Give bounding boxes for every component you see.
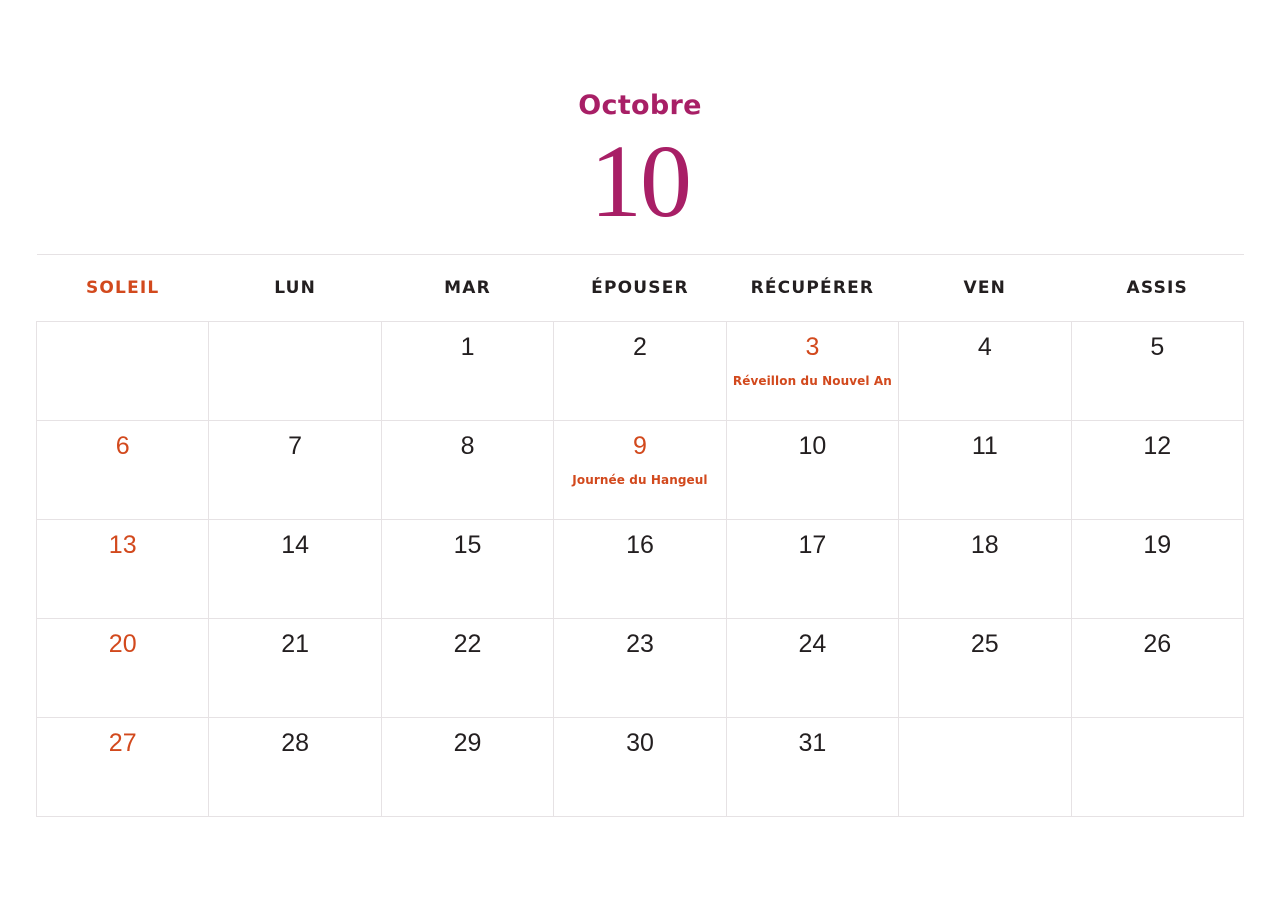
weekday-label: VEN [963,278,1007,299]
calendar-day-cell[interactable] [726,322,898,421]
calendar-day-cell[interactable] [381,322,553,421]
day-number: 18 [970,531,999,560]
calendar-day-cell[interactable] [899,520,1071,619]
day-number: 26 [1143,630,1172,659]
calendar-day-cell[interactable] [381,619,553,718]
day-number: 25 [970,630,999,659]
day-number: 10 [798,432,827,461]
day-number: 28 [281,729,310,758]
weekday-header-cell [37,255,209,322]
calendar-week-row [37,421,1244,520]
calendar-body [37,322,1244,817]
calendar-day-cell[interactable] [726,520,898,619]
calendar-day-cell[interactable] [209,619,381,718]
day-number: 9 [633,432,647,461]
calendar-day-cell[interactable] [554,619,726,718]
day-number: 2 [633,333,647,362]
day-event-label: Réveillon du Nouvel An [732,374,892,389]
calendar-day-cell[interactable] [1071,520,1243,619]
calendar-day-cell[interactable] [554,520,726,619]
calendar-day-cell[interactable] [381,718,553,817]
day-number: 27 [108,729,137,758]
day-number: 5 [1150,333,1165,362]
day-number: 17 [798,531,827,560]
day-number: 13 [108,531,137,560]
calendar-header [0,0,1280,239]
calendar-day-cell[interactable] [726,718,898,817]
day-event-label: Journée du Hangeul [572,473,708,488]
calendar-day-cell[interactable] [209,520,381,619]
weekday-label: ÉPOUSER [591,278,689,299]
weekday-header-cell [381,255,553,322]
day-number: 8 [460,432,475,461]
weekday-header-cell [554,255,726,322]
day-number: 20 [108,630,137,659]
day-number: 7 [288,432,303,461]
calendar-day-cell[interactable] [1071,322,1243,421]
weekday-label: SOLEIL [85,278,160,299]
day-number: 22 [453,630,482,659]
calendar-weekday-header [37,255,1244,322]
calendar-day-cell[interactable] [726,619,898,718]
calendar-week-row [37,520,1244,619]
calendar-day-cell[interactable] [37,619,209,718]
calendar-day-cell[interactable] [726,421,898,520]
day-number: 3 [805,333,820,362]
calendar-day-cell-empty [899,718,1071,817]
day-number: 12 [1143,432,1172,461]
calendar-day-cell[interactable] [1071,421,1243,520]
calendar-day-cell[interactable] [209,421,381,520]
day-number: 30 [626,729,654,758]
calendar-day-cell-empty [1071,718,1243,817]
day-number: 29 [453,729,482,758]
day-number: 14 [281,531,310,560]
calendar-week-row [37,718,1244,817]
weekday-header-cell [209,255,381,322]
calendar-day-cell[interactable] [1071,619,1243,718]
calendar-day-cell[interactable] [381,520,553,619]
month-number: 10 [590,124,690,239]
weekday-header-cell [899,255,1071,322]
calendar-day-cell[interactable] [209,718,381,817]
weekday-header-cell [1071,255,1243,322]
calendar-day-cell[interactable] [37,718,209,817]
calendar-day-cell[interactable] [554,322,726,421]
day-number: 24 [798,630,827,659]
weekday-row [37,255,1244,322]
calendar-day-cell[interactable] [899,322,1071,421]
month-name: Octobre [578,90,702,121]
day-number: 16 [626,531,654,560]
weekday-label: MAR [444,278,491,299]
calendar-day-cell[interactable] [899,619,1071,718]
day-number: 23 [626,630,654,659]
day-number: 11 [971,432,998,461]
weekday-label: ASSIS [1126,278,1188,299]
calendar-day-cell-empty [209,322,381,421]
weekday-header-cell [726,255,898,322]
day-number: 6 [115,432,130,461]
calendar-day-cell[interactable] [899,421,1071,520]
day-number: 15 [453,531,482,560]
calendar-week-row [37,619,1244,718]
day-number: 31 [798,729,827,758]
calendar-day-cell[interactable] [554,718,726,817]
day-number: 1 [460,333,475,362]
weekday-label: RÉCUPÉRER [750,278,875,299]
calendar-grid [36,254,1244,817]
day-number: 4 [977,333,992,362]
calendar-day-cell-empty [37,322,209,421]
weekday-label: LUN [274,278,317,299]
day-number: 19 [1143,531,1172,560]
calendar-week-row [37,322,1244,421]
day-number: 21 [281,630,310,659]
calendar-day-cell[interactable] [381,421,553,520]
calendar-day-cell[interactable] [37,421,209,520]
calendar-day-cell[interactable] [554,421,726,520]
calendar-day-cell[interactable] [37,520,209,619]
